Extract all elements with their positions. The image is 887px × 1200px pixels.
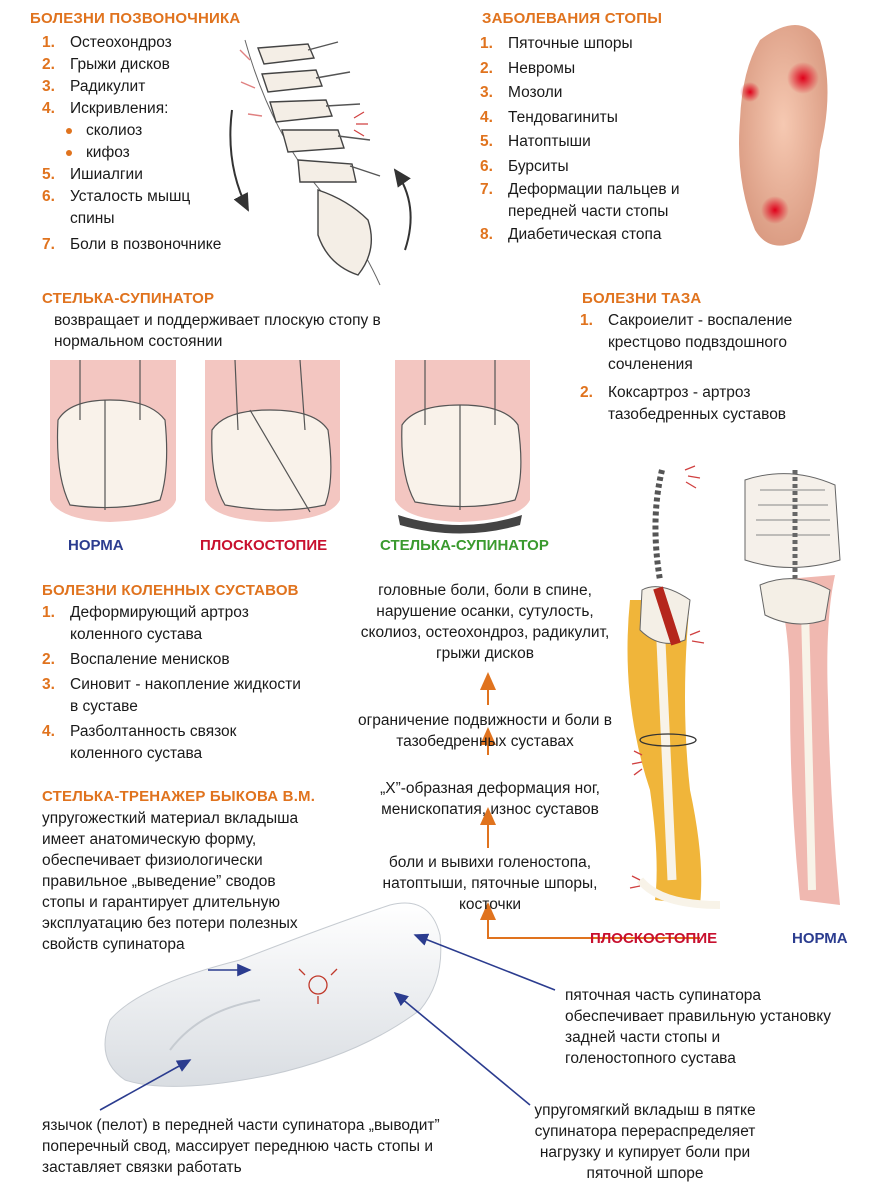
- item-number: 4.: [42, 723, 55, 740]
- item-number: 5.: [480, 133, 493, 150]
- item-number: 4.: [480, 108, 493, 126]
- trainer-description: упругожесткий материал вкладыша имеет анатомическую форму, обеспечивает физиологически правильное „выведение” сводов стопы и гарантирует длительную эксплуатацию без потери полезных свойств супинатора: [42, 810, 299, 953]
- item-number: 7.: [480, 181, 493, 198]
- item-number: 3.: [42, 676, 55, 693]
- item-number: 1.: [580, 312, 593, 329]
- item-number: 3.: [42, 78, 55, 95]
- item-number: 6.: [480, 157, 493, 175]
- list-item: [42, 98, 272, 120]
- caption-flatfoot: ПЛОСКОСТОПИЕ: [200, 537, 328, 554]
- item-number: 2.: [480, 59, 493, 77]
- list-item: [42, 76, 272, 98]
- spine-list: [42, 32, 272, 256]
- pelvis-heading: БОЛЕЗНИ ТАЗА: [582, 290, 702, 307]
- item-label: Остеохондроз: [70, 34, 172, 51]
- trainer-heading: СТЕЛЬКА-ТРЕНАЖЕР БЫКОВА В.М.: [42, 788, 316, 805]
- item-number: 1.: [480, 35, 493, 52]
- list-item: [42, 721, 302, 765]
- item-label: Деформации пальцев и передней части стопы: [508, 181, 680, 220]
- item-label: Диабетическая стопа: [508, 226, 662, 243]
- item-number: 2.: [580, 384, 593, 401]
- chain-source-flatfoot: ПЛОСКОСТОПИЕ: [590, 930, 718, 947]
- heel-note: пяточная часть супинатора обеспечивает правильную установку задней части стопы и голеностопного сустава: [565, 987, 831, 1067]
- item-label: Боли в позвоночнике: [70, 236, 222, 253]
- chain-step-ankles: боли и вывихи голеностопа, натоптыши, пяточные шпоры, косточки: [382, 854, 598, 913]
- caption-norm: НОРМА: [68, 537, 124, 554]
- foot-sole-illustration: [739, 25, 828, 246]
- list-item: [42, 674, 302, 718]
- bullet-icon: [66, 150, 72, 156]
- item-number: 1.: [42, 604, 55, 621]
- item-number: 1.: [42, 34, 55, 51]
- chain-step-hips: ограничение подвижности и боли в тазобедренных суставах: [358, 712, 612, 750]
- list-item: [42, 54, 272, 76]
- flatfoot-skeleton-illustration: [628, 466, 721, 905]
- list-item: [42, 164, 272, 186]
- caption-insole: СТЕЛЬКА-СУПИНАТОР: [380, 537, 549, 554]
- sub-list-item: [42, 142, 272, 164]
- list-item: [480, 57, 720, 82]
- item-label: Пяточные шпоры: [508, 35, 633, 52]
- item-label: Радикулит: [70, 78, 146, 95]
- sub-list-item: [42, 120, 272, 142]
- list-item: [480, 179, 720, 223]
- foot-list: [480, 32, 720, 248]
- list-item: [480, 106, 720, 131]
- item-label: Деформирующий артроз коленного сустава: [70, 604, 249, 643]
- bullet-icon: [66, 128, 72, 134]
- item-number: 5.: [42, 166, 55, 183]
- item-number: 4.: [42, 100, 55, 117]
- item-label: Грыжи дисков: [70, 56, 170, 73]
- item-label: сколиоз: [86, 122, 143, 139]
- item-label: Тендовагиниты: [508, 108, 618, 126]
- item-label: Сакроиелит - воспаление крестцово подвздошного сочленения: [608, 312, 793, 373]
- insert-note: упругомягкий вкладыш в пятке супинатора перераспределяет нагрузку и купирует боли при пяточной шпоре: [534, 1102, 756, 1182]
- item-number: 2.: [42, 56, 55, 73]
- list-item: [42, 234, 272, 256]
- item-label: Синовит - накопление жидкости в суставе: [70, 676, 301, 715]
- knee-heading: БОЛЕЗНИ КОЛЕННЫХ СУСТАВОВ: [42, 582, 299, 599]
- chain-step-spine: головные боли, боли в спине, нарушение осанки, сутулость, сколиоз, остеохондроз, радикулит, грыжи дисков: [360, 582, 610, 662]
- item-number: 2.: [42, 651, 55, 668]
- pelvis-list: [580, 310, 840, 426]
- foot-heading: ЗАБОЛЕВАНИЯ СТОПЫ: [482, 10, 663, 27]
- spine-heading: БОЛЕЗНИ ПОЗВОНОЧНИКА: [30, 10, 241, 27]
- item-label: Усталость мышц спины: [70, 188, 191, 227]
- item-label: Разболтанность связок коленного сустава: [70, 723, 237, 762]
- item-number: 8.: [480, 226, 493, 243]
- normal-skeleton-illustration: [745, 470, 840, 905]
- list-item: [480, 32, 720, 57]
- list-item: [480, 155, 720, 180]
- tongue-note: язычок (пелот) в передней части супинатора „выводит” поперечный свод, массирует переднюю часть стопы и заставляет связки работать: [42, 1117, 440, 1176]
- item-number: 6.: [42, 188, 55, 205]
- supinator-heading: СТЕЛЬКА-СУПИНАТОР: [42, 290, 215, 307]
- list-item: [42, 602, 302, 646]
- item-label: Ишиалгии: [70, 166, 143, 183]
- chain-norm-label: НОРМА: [792, 930, 848, 947]
- list-item: [480, 223, 720, 248]
- item-label: Искривления:: [70, 100, 169, 117]
- item-number: 3.: [480, 84, 493, 101]
- item-label: Невромы: [508, 59, 576, 77]
- list-item: [580, 310, 840, 376]
- list-item: [42, 186, 220, 230]
- item-number: 7.: [42, 236, 55, 253]
- item-label: кифоз: [86, 144, 130, 161]
- list-item: [42, 649, 302, 671]
- knee-list: [42, 602, 302, 765]
- chain-step-knees: „Х”-образная деформация ног, менископатия, износ суставов: [380, 780, 600, 818]
- list-item: [480, 130, 720, 155]
- item-label: Коксартроз - артроз тазобедренных суставов: [608, 384, 787, 423]
- list-item: [580, 382, 840, 426]
- supinator-description: возвращает и поддерживает плоскую стопу в нормальном состоянии: [54, 312, 381, 350]
- item-label: Воспаление менисков: [70, 651, 230, 668]
- item-label: Бурситы: [508, 157, 569, 175]
- foot-cross-sections: [50, 360, 530, 534]
- item-label: Мозоли: [508, 84, 563, 101]
- list-item: [480, 81, 720, 106]
- item-label: Натоптыши: [508, 133, 591, 150]
- list-item: [42, 32, 272, 54]
